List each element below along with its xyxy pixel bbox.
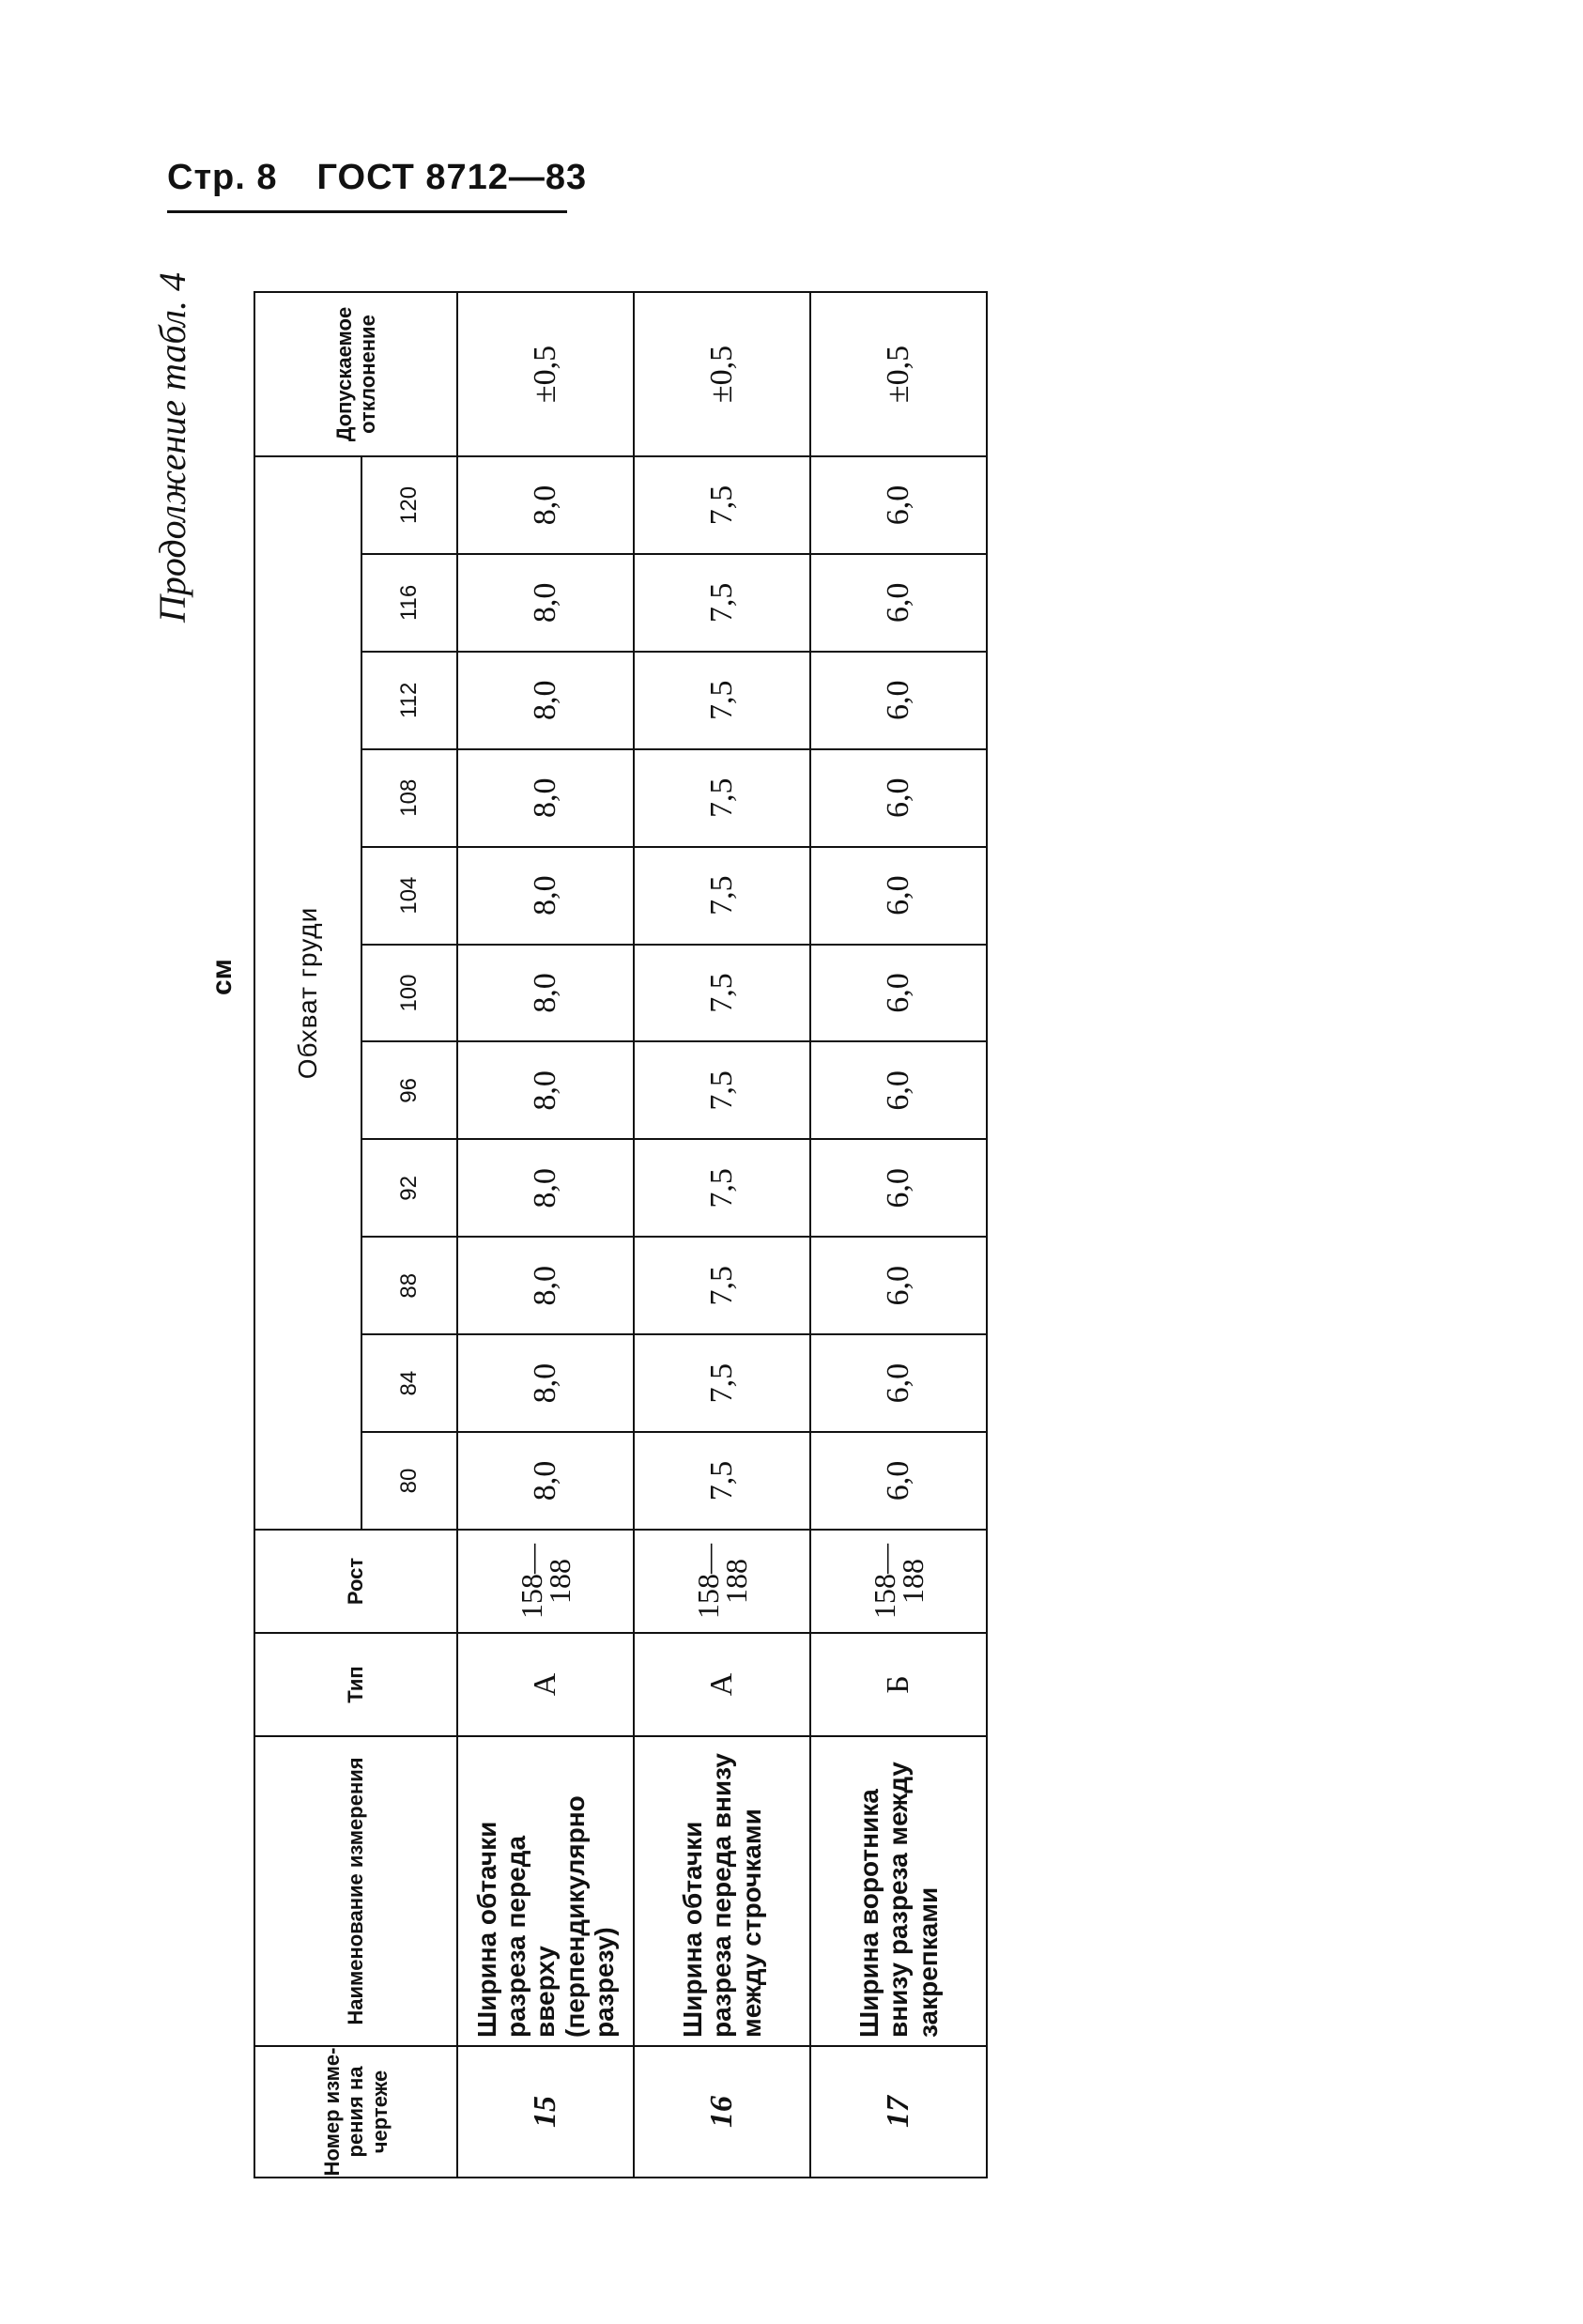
value-cell: 8,0 — [457, 1139, 634, 1237]
header-rule — [167, 210, 567, 213]
chest-size-header: 80 — [361, 1432, 457, 1530]
chest-size-header: 88 — [361, 1237, 457, 1334]
value-cell: 8,0 — [457, 847, 634, 945]
value-cell: 7,5 — [634, 1139, 810, 1237]
measurement-name: Ширина воротника внизу разреза между закрепками — [810, 1736, 987, 2046]
tolerance-cell: ±0,5 — [634, 292, 810, 456]
value-cell: 7,5 — [634, 554, 810, 652]
chest-size-header: 104 — [361, 847, 457, 945]
measurement-name: Ширина обтачки разреза переда вверху (перпендикулярно разрезу) — [457, 1736, 634, 2046]
measurement-height: 158— 188 — [634, 1530, 810, 1633]
measurements-table — [254, 291, 988, 2178]
standard-code: ГОСТ 8712—83 — [316, 158, 588, 197]
measurement-type: А — [634, 1633, 810, 1736]
value-cell: 8,0 — [457, 945, 634, 1042]
value-cell: 6,0 — [810, 847, 987, 945]
value-cell: 7,5 — [634, 847, 810, 945]
table-row — [457, 292, 634, 2178]
value-cell: 6,0 — [810, 1432, 987, 1530]
header-tolerance: Допускаемое отклонение — [254, 292, 457, 456]
value-cell: 8,0 — [457, 652, 634, 749]
chest-size-header: 108 — [361, 749, 457, 847]
value-cell: 6,0 — [810, 749, 987, 847]
value-cell: 6,0 — [810, 1334, 987, 1432]
header-type: Тип — [254, 1633, 457, 1736]
chest-size-header: 120 — [361, 456, 457, 554]
value-cell: 7,5 — [634, 945, 810, 1042]
value-cell: 8,0 — [457, 1334, 634, 1432]
measurement-type: А — [457, 1633, 634, 1736]
value-cell: 7,5 — [634, 1334, 810, 1432]
value-cell: 6,0 — [810, 1139, 987, 1237]
measurement-height: 158— 188 — [810, 1530, 987, 1633]
value-cell: 8,0 — [457, 456, 634, 554]
tolerance-cell: ±0,5 — [457, 292, 634, 456]
header-name: Наименование измерения — [254, 1736, 457, 2046]
measurement-name: Ширина обтачки разреза переда внизу между строчками — [634, 1736, 810, 2046]
rotated-table-sheet — [150, 263, 1089, 2197]
value-cell: 6,0 — [810, 554, 987, 652]
measurement-height: 158— 188 — [457, 1530, 634, 1633]
measurement-number: 17 — [810, 2046, 987, 2178]
table-row — [634, 292, 810, 2178]
value-cell: 7,5 — [634, 1432, 810, 1530]
value-cell: 7,5 — [634, 749, 810, 847]
measurement-number: 16 — [634, 2046, 810, 2178]
chest-size-header: 116 — [361, 554, 457, 652]
value-cell: 7,5 — [634, 1041, 810, 1139]
chest-size-header: 96 — [361, 1041, 457, 1139]
page-number: Стр. 8 — [167, 158, 278, 197]
value-cell: 8,0 — [457, 1041, 634, 1139]
chest-size-header: 112 — [361, 652, 457, 749]
value-cell: 6,0 — [810, 1041, 987, 1139]
table-caption: Продолжение табл. 4 — [151, 272, 193, 623]
measurement-type: Б — [810, 1633, 987, 1736]
value-cell: 6,0 — [810, 1237, 987, 1334]
chest-size-header: 84 — [361, 1334, 457, 1432]
page-header — [167, 158, 587, 198]
table-row — [810, 292, 987, 2178]
value-cell: 7,5 — [634, 652, 810, 749]
value-cell: 6,0 — [810, 945, 987, 1042]
value-cell: 7,5 — [634, 456, 810, 554]
header-number: Номер изме- рения на чертеже — [254, 2046, 457, 2178]
measurement-number: 15 — [457, 2046, 634, 2178]
value-cell: 8,0 — [457, 554, 634, 652]
unit-label: см — [207, 959, 238, 995]
value-cell: 8,0 — [457, 1237, 634, 1334]
value-cell: 7,5 — [634, 1237, 810, 1334]
header-height: Рост — [254, 1530, 457, 1633]
chest-size-header: 100 — [361, 945, 457, 1042]
value-cell: 6,0 — [810, 652, 987, 749]
value-cell: 8,0 — [457, 749, 634, 847]
value-cell: 6,0 — [810, 456, 987, 554]
value-cell: 8,0 — [457, 1432, 634, 1530]
chest-size-header: 92 — [361, 1139, 457, 1237]
tolerance-cell: ±0,5 — [810, 292, 987, 456]
header-chest-group: Обхват груди — [254, 456, 361, 1530]
